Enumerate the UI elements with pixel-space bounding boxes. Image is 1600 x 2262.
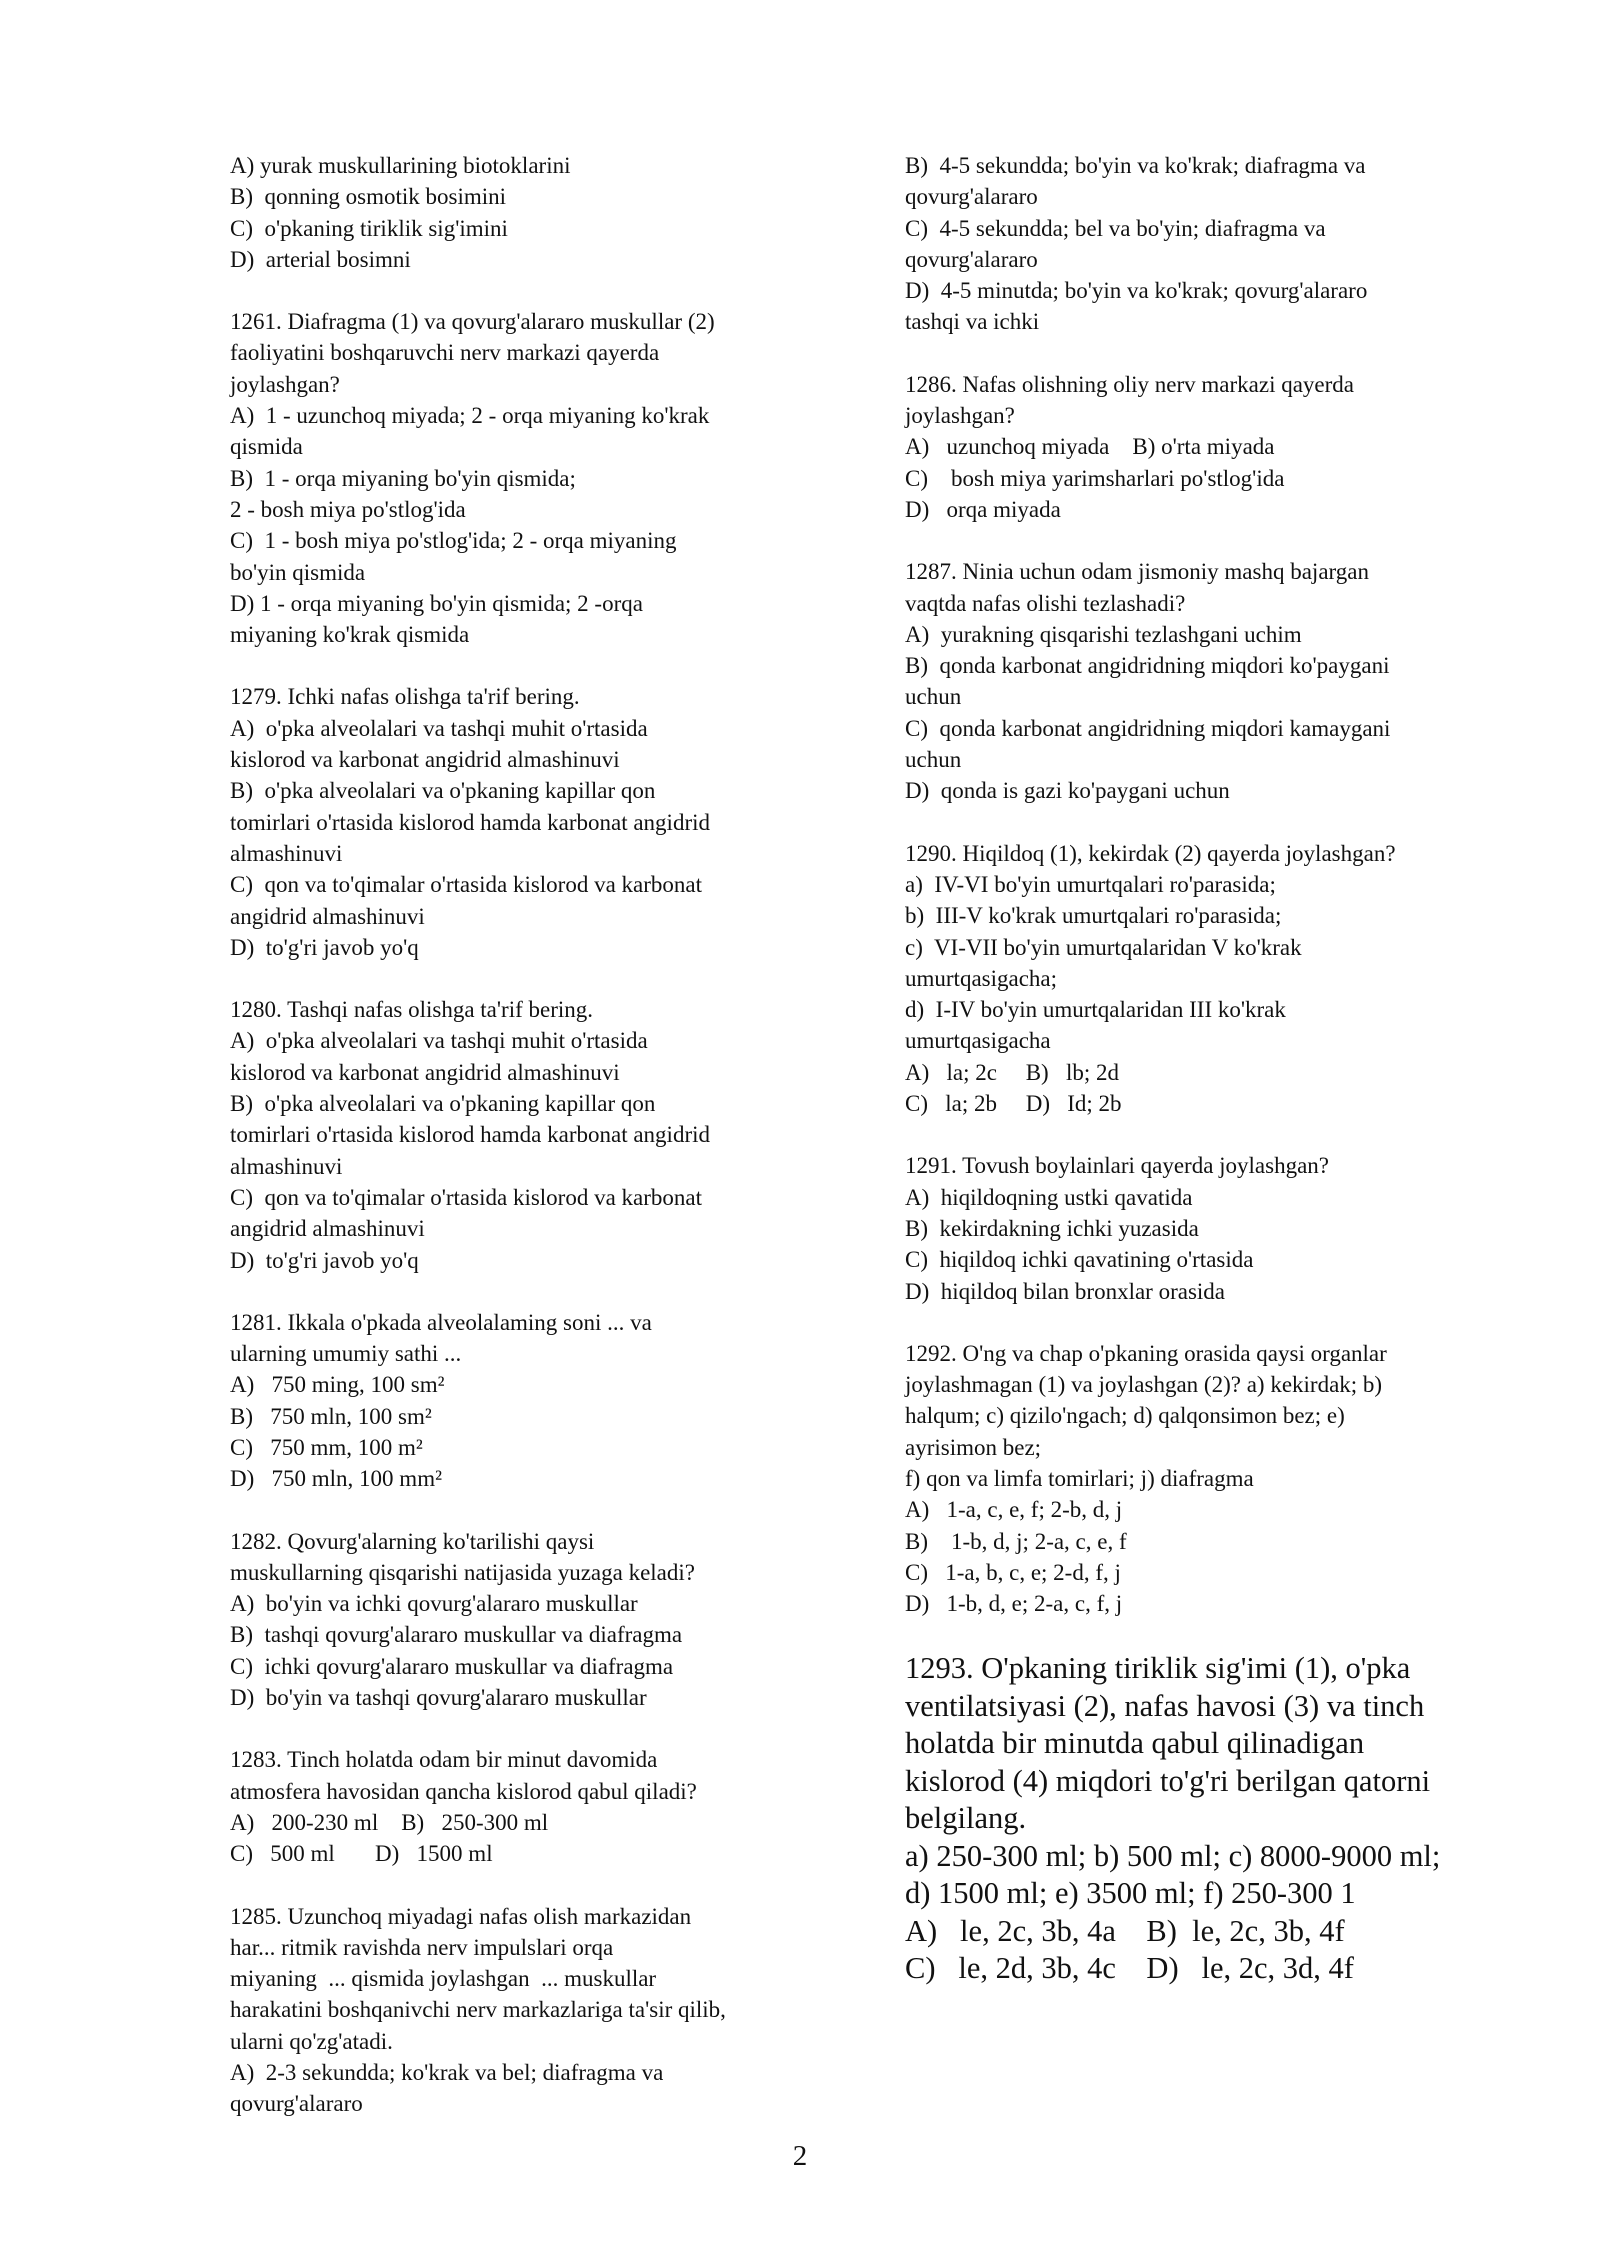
text-line: B) qonda karbonat angidridning miqdori ko'paygani [905,653,1390,679]
text-line: ventilatsiyasi (2), nafas havosi (3) va tinch [905,1688,1425,1723]
text-line: B) o'pka alveolalari va o'pkaning kapillar qon [230,778,656,804]
question-block [230,150,830,275]
text-line: C) qonda karbonat angidridning miqdori kamaygani [905,715,1391,741]
text-line: holatda bir minutda qabul qilinadigan [905,1726,1365,1761]
text-line: A) 2-3 sekundda; ko'krak va bel; diafragma va [230,2060,664,2086]
text-line: C) bosh miya yarimsharlari po'stlog'ida [905,465,1285,491]
text-line: D) arterial bosimni [230,246,411,272]
text-line: B) tashqi qovurg'alararo muskullar va diafragma [230,1622,683,1648]
text-line: 1280. Tashqi nafas olishga ta'rif bering. [230,997,594,1023]
text-line: B) o'pka alveolalari va o'pkaning kapillar qon [230,1091,656,1117]
text-line: joylashgan? [905,403,1015,429]
text-line: umurtqasigacha; [905,965,1058,991]
text-line: C) ichki qovurg'alararo muskullar va diafragma [230,1653,674,1679]
text-line: ularning umumiy sathi ... [230,1341,462,1367]
text-line: A) yurakning qisqarishi tezlashgani uchim [905,621,1302,647]
text-line: almashinuvi [230,840,343,866]
text-line: D) qonda is gazi ko'paygani uchun [905,778,1230,804]
question-block [230,1744,830,1869]
question-block [230,681,830,963]
text-line: uchun [905,747,962,773]
text-line: C) qon va to'qimalar o'rtasida kislorod va karbonat [230,1184,703,1210]
text-line: A) uzunchoq miyada B) o'rta miyada [905,434,1275,460]
question-block [905,369,1505,525]
text-line: kislorod va karbonat angidrid almashinuvi [230,1059,620,1085]
text-line: a) IV-VI bo'yin umurtqalari ro'parasida; [905,871,1276,897]
text-line: a) 250-300 ml; b) 500 ml; c) 8000-9000 ml; [905,1838,1441,1873]
question-block [905,556,1505,806]
question-block [230,1526,830,1714]
text-line: qismida [230,434,303,460]
text-line: B) 1-b, d, j; 2-a, c, e, f [905,1528,1127,1554]
text-line: C) o'pkaning tiriklik sig'imini [230,215,508,241]
text-line: D) 750 mln, 100 mm² [230,1466,442,1492]
text-line: 1293. O'pkaning tiriklik sig'imi (1), o'pka [905,1651,1411,1686]
text-line: angidrid almashinuvi [230,903,425,929]
text-line: B) 1 - orqa miyaning bo'yin qismida; [230,465,576,491]
text-line: A) yurak muskullarining biotoklarini [230,153,571,178]
text-line: halqum; c) qizilo'ngach; d) qalqonsimon bez; e) [905,1403,1345,1429]
text-line: C) 1-a, b, c, e; 2-d, f, j [905,1559,1121,1585]
text-line: A) la; 2c B) lb; 2d [905,1059,1119,1085]
text-line: C) 4-5 sekundda; bel va bo'yin; diafragma va [905,215,1326,241]
text-line: D) bo'yin va tashqi qovurg'alararo muskullar [230,1685,647,1711]
text-line: D) 4-5 minutda; bo'yin va ko'krak; qovurg'alararo [905,278,1368,304]
text-line: ularni qo'zg'atadi. [230,2028,393,2054]
text-line: A) 1 - uzunchoq miyada; 2 - orqa miyaning ko'krak [230,403,710,429]
text-line: belgilang. [905,1801,1027,1836]
text-line: B) kekirdakning ichki yuzasida [905,1215,1199,1241]
text-line: B) 4-5 sekundda; bo'yin va ko'krak; diafragma va [905,153,1366,178]
text-line: harakatini boshqanivchi nerv markazlariga ta'sir qilib, [230,1997,726,2023]
text-line: joylashgan? [230,371,340,397]
text-line: 1291. Tovush boylainlari qayerda joylashgan? [905,1153,1330,1179]
text-line: D) 1 - orqa miyaning bo'yin qismida; 2 -orqa [230,590,643,616]
text-line: C) 500 ml D) 1500 ml [230,1841,493,1867]
question-block [905,1150,1505,1306]
text-line: A) 750 ming, 100 sm² [230,1372,445,1398]
text-line: C) la; 2b D) Id; 2b [905,1091,1122,1117]
text-line: A) hiqildoqning ustki qavatida [905,1184,1193,1210]
text-line: C) 750 mm, 100 m² [230,1434,423,1460]
left-column [230,150,830,2151]
text-line: 1292. O'ng va chap o'pkaning orasida qaysi organlar [905,1340,1387,1366]
text-line: miyaning ko'krak qismida [230,622,470,648]
text-line: qovurg'alararo [230,2091,363,2117]
question-block [905,838,1505,1120]
text-line: C) le, 2d, 3b, 4c D) le, 2c, 3d, 4f [905,1951,1354,1986]
text-line: ayrisimon bez; [905,1434,1042,1460]
text-line: miyaning ... qismida joylashgan ... muskullar [230,1966,657,1992]
text-line: 2 - bosh miya po'stlog'ida [230,496,466,522]
text-line: faoliyatini boshqaruvchi nerv markazi qayerda [230,340,660,366]
text-line: almashinuvi [230,1153,343,1179]
text-line: 1290. Hiqildoq (1), kekirdak (2) qayerda joylashgan? [905,840,1396,866]
text-line: qovurg'alararo [905,246,1038,272]
question-block [230,1307,830,1495]
question-block [905,1338,1505,1620]
text-line: 1286. Nafas olishning oliy nerv markazi qayerda [905,371,1355,397]
text-line: 1261. Diafragma (1) va qovurg'alararo muskullar (2) [230,309,715,335]
text-line: 1279. Ichki nafas olishga ta'rif bering. [230,684,580,710]
text-line: tomirlari o'rtasida kislorod hamda karbonat angidrid [230,809,710,835]
text-line: A) bo'yin va ichki qovurg'alararo muskullar [230,1591,638,1617]
text-line: C) hiqildoq ichki qavatining o'rtasida [905,1247,1254,1273]
text-line: 1282. Qovurg'alarning ko'tarilishi qaysi [230,1528,595,1554]
question-block [905,1650,1505,1988]
page-number: 2 [792,2140,808,2172]
text-line: D) 1-b, d, e; 2-a, c, f, j [905,1591,1123,1617]
question-block [230,1901,830,2120]
text-line: kislorod (4) miqdori to'g'ri berilgan qatorni [905,1763,1431,1798]
text-line: A) o'pka alveolalari va tashqi muhit o'rtasida [230,1028,648,1054]
text-line: A) 200-230 ml B) 250-300 ml [230,1809,549,1835]
text-line: tomirlari o'rtasida kislorod hamda karbonat angidrid [230,1122,710,1148]
text-line: atmosfera havosidan qancha kislorod qabul qiladi? [230,1778,697,1804]
text-line: 1283. Tinch holatda odam bir minut davomida [230,1747,658,1773]
text-line: angidrid almashinuvi [230,1216,425,1242]
question-block [230,306,830,650]
text-line: D) hiqildoq bilan bronxlar orasida [905,1278,1226,1304]
right-column [905,150,1505,2019]
text-line: kislorod va karbonat angidrid almashinuvi [230,747,620,773]
text-line: D) orqa miyada [905,496,1061,522]
text-line: B) 750 mln, 100 sm² [230,1403,432,1429]
text-line: vaqtda nafas olishi tezlashadi? [905,590,1186,616]
text-line: qovurg'alararo [905,184,1038,210]
text-line: c) VI-VII bo'yin umurtqalaridan V ko'krak [905,934,1302,960]
question-block [230,994,830,1276]
text-line: bo'yin qismida [230,559,366,585]
text-line: f) qon va limfa tomirlari; j) diafragma [905,1465,1254,1491]
text-line: d) 1500 ml; e) 3500 ml; f) 250-300 1 [905,1876,1356,1911]
text-line: C) 1 - bosh miya po'stlog'ida; 2 - orqa miyaning [230,528,677,554]
text-line: 1285. Uzunchoq miyadagi nafas olish markazidan [230,1903,692,1929]
text-line: A) le, 2c, 3b, 4a B) le, 2c, 3b, 4f [905,1913,1345,1948]
text-line: d) I-IV bo'yin umurtqalaridan III ko'krak [905,997,1286,1023]
question-block [905,150,1505,338]
text-line: har... ritmik ravishda nerv impulslari orqa [230,1934,614,1960]
text-line: joylashmagan (1) va joylashgan (2)? a) kekirdak; b) [905,1372,1383,1398]
text-line: D) to'g'ri javob yo'q [230,1247,419,1273]
text-line: A) o'pka alveolalari va tashqi muhit o'rtasida [230,715,648,741]
text-line: C) qon va to'qimalar o'rtasida kislorod va karbonat [230,872,703,898]
text-line: muskullarning qisqarishi natijasida yuzaga keladi? [230,1559,695,1585]
text-line: tashqi va ichki [905,309,1040,335]
text-line: uchun [905,684,962,710]
text-line: 1287. Ninia uchun odam jismoniy mashq bajargan [905,559,1369,585]
text-line: b) III-V ko'krak umurtqalari ro'parasida; [905,903,1282,929]
text-line: umurtqasigacha [905,1028,1051,1054]
text-line: D) to'g'ri javob yo'q [230,934,419,960]
text-line: B) qonning osmotik bosimini [230,184,507,210]
text-line: A) 1-a, c, e, f; 2-b, d, j [905,1497,1123,1523]
text-line: 1281. Ikkala o'pkada alveolalaming soni ... va [230,1309,652,1335]
